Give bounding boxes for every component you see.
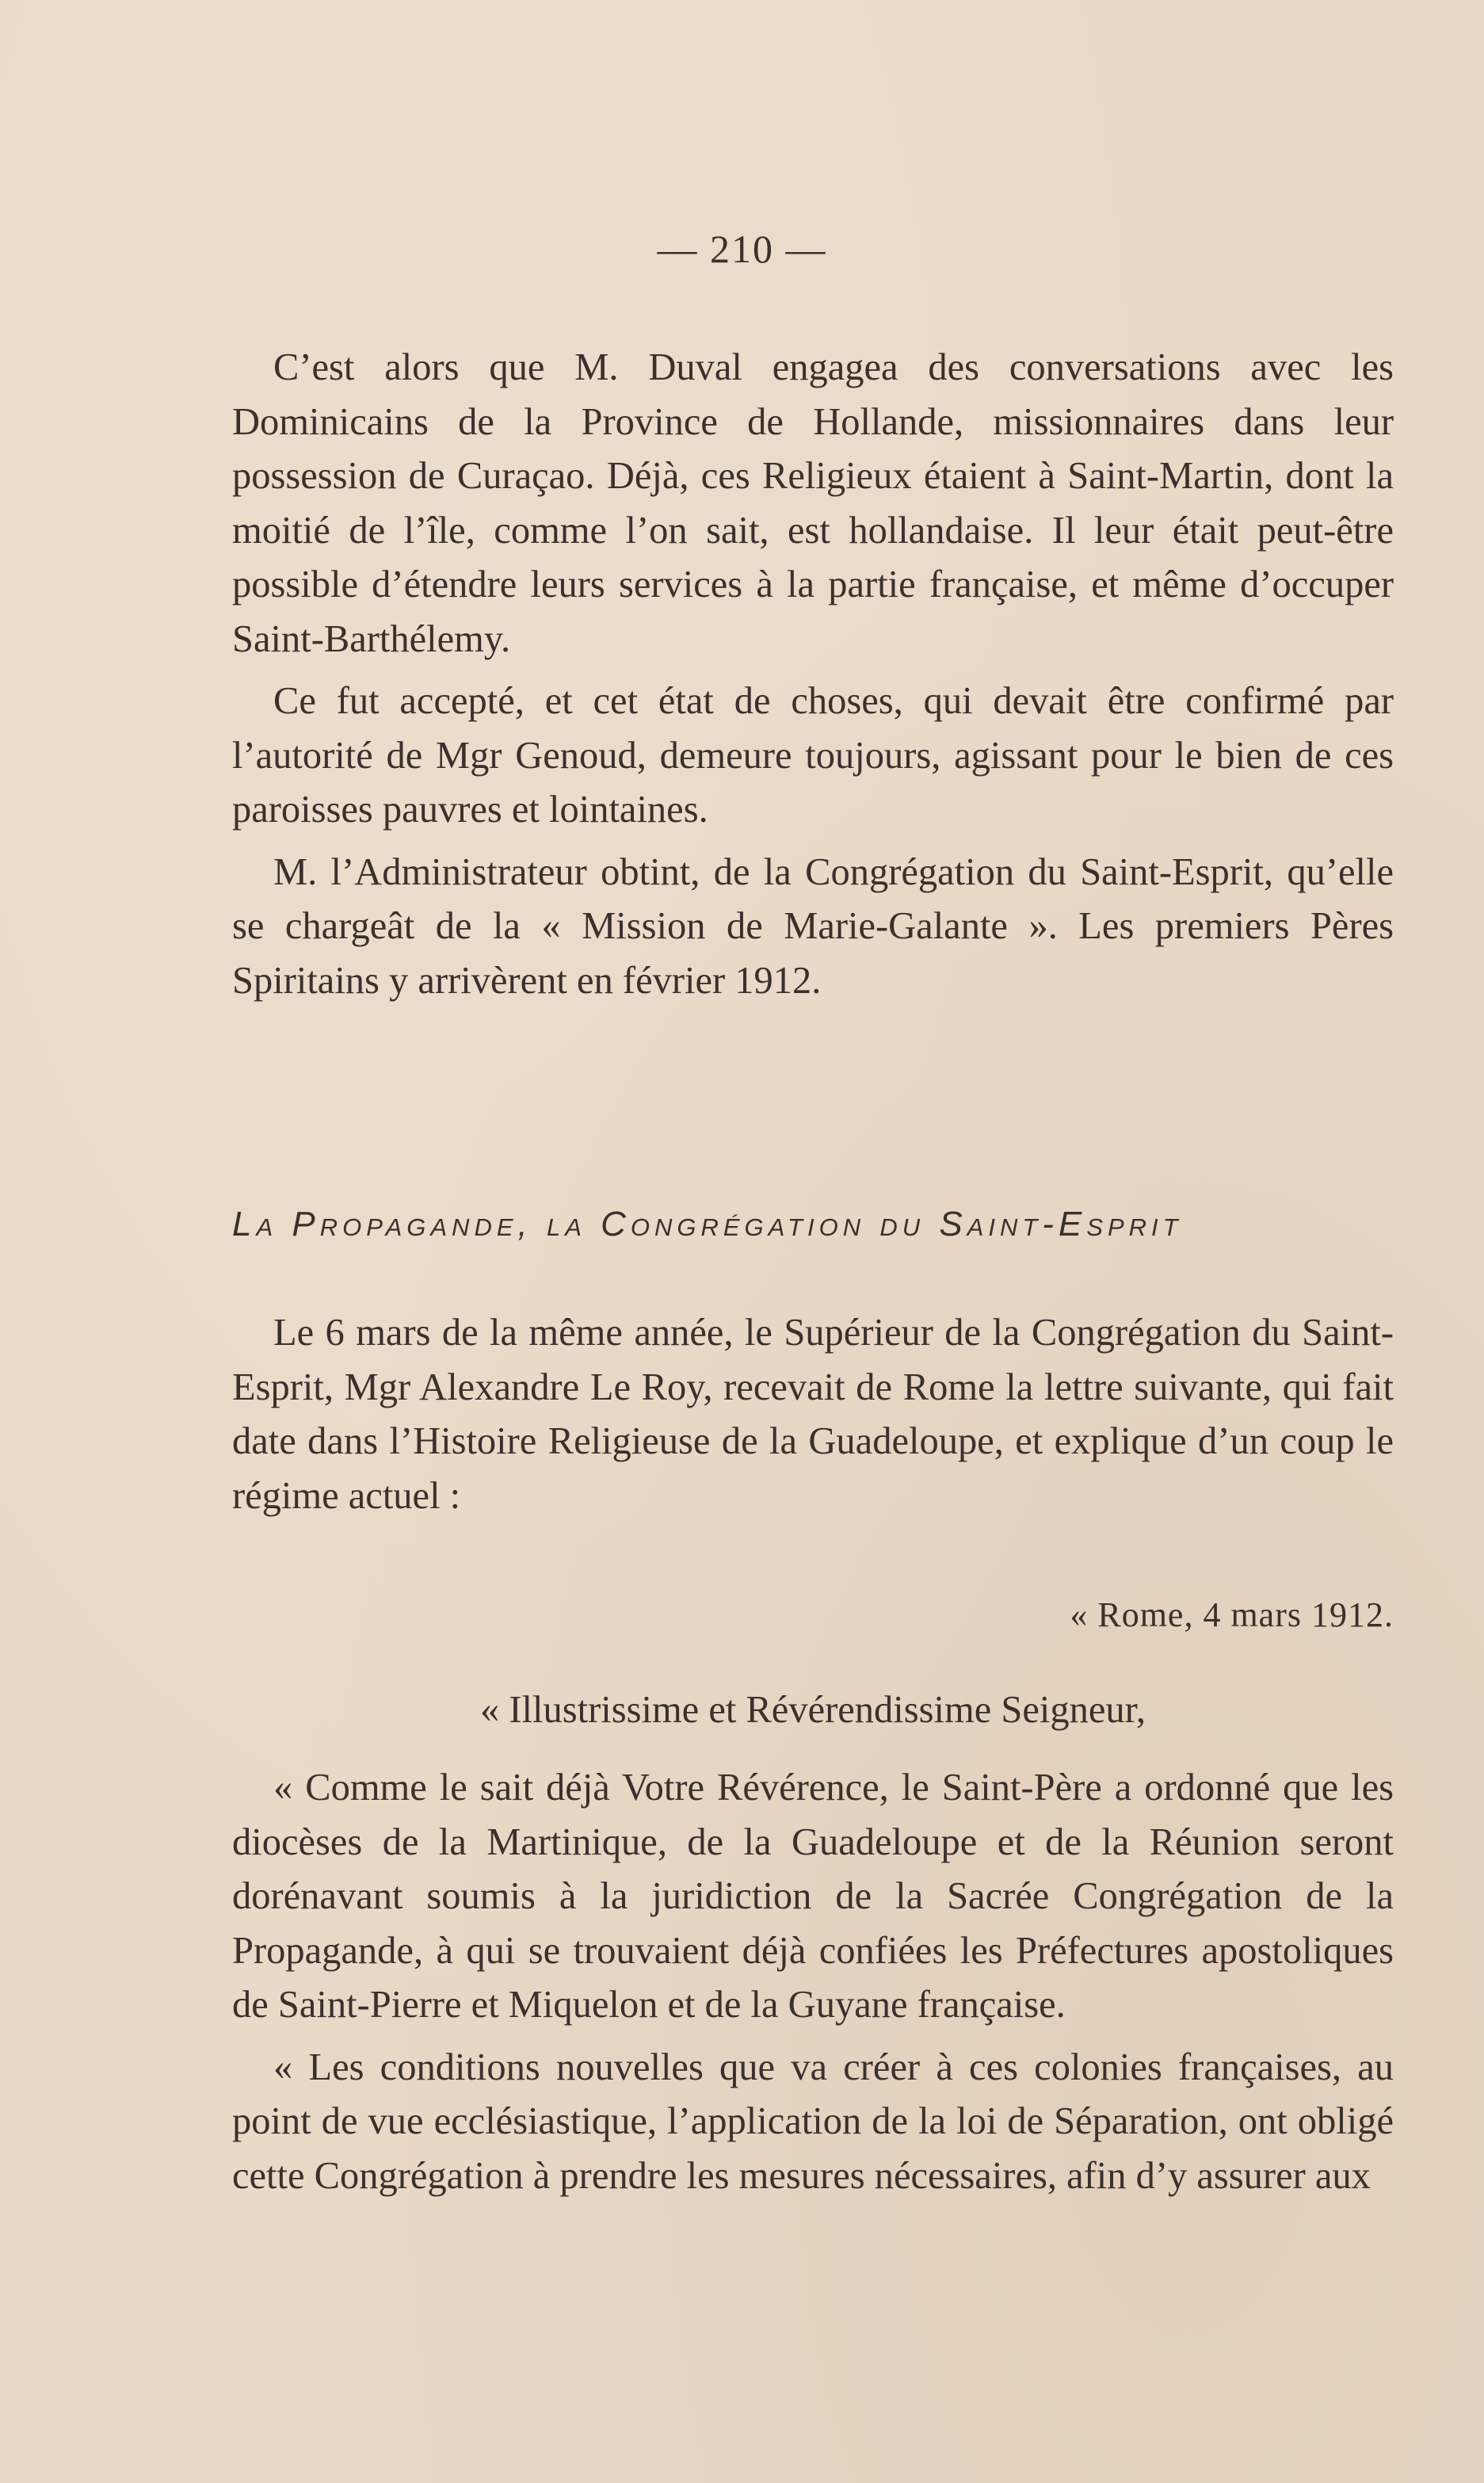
opening-text-block (232, 341, 1394, 1016)
paragraph: « Les conditions nouvelles que va créer à ces colonies françaises, au point de vue ecclésiastique, l’application de la loi de Séparation, ont obligé cette Congrégation à prendre les mesures nécessaires, afin d’y assurer aux (232, 2046, 1394, 2197)
paragraph: Le 6 mars de la même année, le Supérieur de la Congrégation du Saint-Esprit, Mgr Alexandre Le Roy, recevait de Rome la lettre suivante, qui fait date dans l’Histoire Religieuse de la Guadeloupe, et explique d’un coup le régime actuel : (232, 1312, 1394, 1517)
paragraph: « Comme le sait déjà Votre Révérence, le Saint-Père a ordonné que les diocèses de la Martinique, de la Guadeloupe et de la Réunion seront dorénavant soumis à la juridiction de la Sacrée Congrégation de la Propagande, à qui se trouvaient déjà confiées les Préfectures apostoliques de Saint-Pierre et Miquelon et de la Guyane française. (232, 1767, 1394, 2026)
intro-text-block (232, 1306, 1394, 1531)
paragraph: C’est alors que M. Duval engagea des conversations avec les Dominicains de la Province de Hollande, missionnaires dans leur possession de Curaçao. Déjà, ces Religieux étaient à Saint-Martin, dont la moitié de l’île, comme l’on sait, est hollandaise. Il leur était peut-être possible d’étendre leurs services à la partie française, et même d’occuper Saint-Barthélemy. (232, 346, 1394, 660)
letter-salutation: « Illustrissime et Révérendissime Seigneur, (480, 1689, 1146, 1731)
paragraph: Ce fut accepté, et cet état de choses, qui devait être confirmé par l’autorité de Mgr Genoud, demeure toujours, agissant pour le bien de ces paroisses pauvres et lointaines. (232, 680, 1394, 831)
section-heading: La Propagande, la Congrégation du Saint-Esprit (232, 1205, 1183, 1243)
paragraph: M. l’Administrateur obtint, de la Congrégation du Saint-Esprit, qu’elle se chargeât de la « Mission de Marie-Galante ». Les premiers Pères Spiritains y arrivèrent en février 1912. (232, 850, 1394, 1002)
letter-dateline: « Rome, 4 mars 1912. (1070, 1595, 1394, 1634)
page-number-header: — 210 — (657, 227, 827, 271)
letter-text-block (232, 1761, 1394, 2211)
